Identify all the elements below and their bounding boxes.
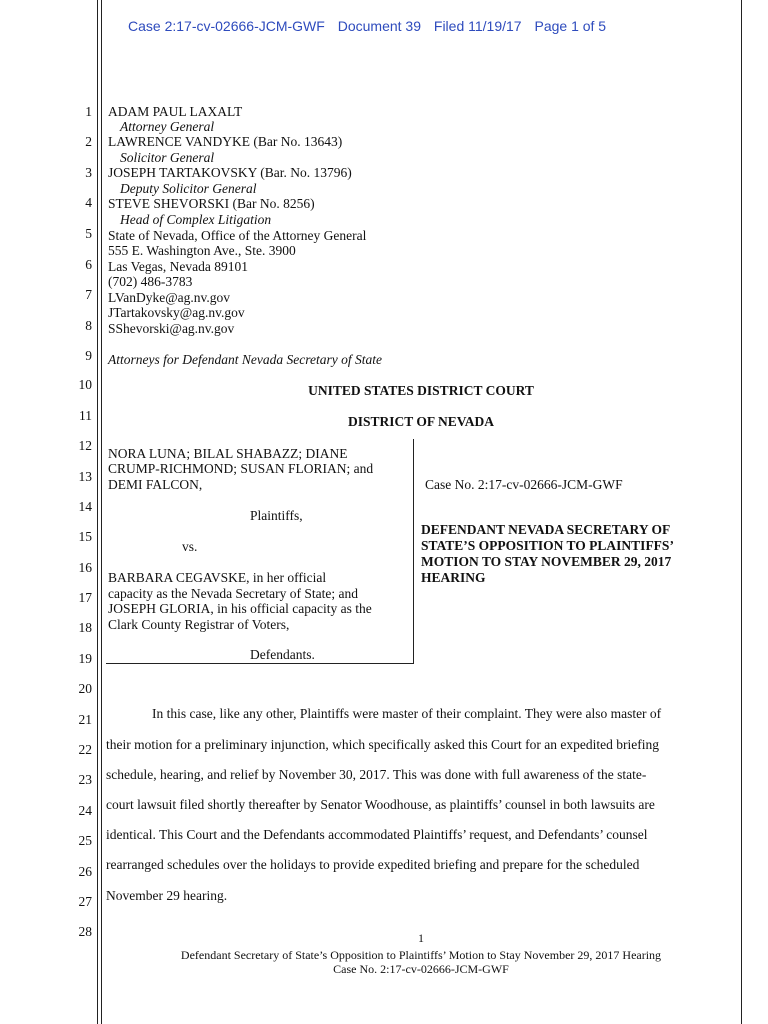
office-phone: (702) 486-3783 xyxy=(108,274,193,289)
line-number: 15 xyxy=(78,529,92,544)
header-page: Page 1 of 5 xyxy=(534,18,607,34)
line-number: 21 xyxy=(78,712,92,727)
counsel-name: JOSEPH TARTAKOVSKY (Bar. No. 13796) xyxy=(108,165,352,180)
counsel-title: Solicitor General xyxy=(120,150,215,165)
footer-title: Defendant Secretary of State’s Opposition to Plaintiffs’ Motion to Stay November 29, 2017 Hearing xyxy=(180,948,662,962)
body-line: their motion for a preliminary injunction, which specifically asked this Court for an expedited briefing xyxy=(106,737,659,752)
line-number: 8 xyxy=(85,318,92,333)
line-number: 10 xyxy=(78,377,92,392)
line-number: 16 xyxy=(78,560,92,575)
line-number: 27 xyxy=(78,894,92,909)
line-number: 6 xyxy=(85,257,92,272)
counsel-email: JTartakovsky@ag.nv.gov xyxy=(108,305,245,320)
line-number: 3 xyxy=(85,165,92,180)
line-number: 1 xyxy=(85,104,92,119)
line-number: 26 xyxy=(78,864,92,879)
counsel-title: Deputy Solicitor General xyxy=(120,181,257,196)
line-number: 19 xyxy=(78,651,92,666)
counsel-name: LAWRENCE VANDYKE (Bar No. 13643) xyxy=(108,134,343,149)
court-district: DISTRICT OF NEVADA xyxy=(347,414,495,429)
header-filed-date: Filed 11/19/17 xyxy=(433,18,522,34)
plaintiffs-names: CRUMP-RICHMOND; SUSAN FLORIAN; and xyxy=(108,461,374,476)
body-line: schedule, hearing, and relief by November 30, 2017. This was done with full awareness of the state- xyxy=(106,767,647,782)
defendants-names: capacity as the Nevada Secretary of State; and xyxy=(108,586,359,601)
line-number: 14 xyxy=(78,499,92,514)
line-number: 9 xyxy=(85,348,92,363)
line-number: 7 xyxy=(85,287,92,302)
footer-case-number: Case No. 2:17-cv-02666-JCM-GWF xyxy=(333,962,509,976)
body-line: November 29 hearing. xyxy=(106,888,228,903)
header-case-number: Case 2:17-cv-02666-JCM-GWF xyxy=(128,18,325,34)
office-name: State of Nevada, Office of the Attorney General xyxy=(108,228,367,243)
document-title-line: STATE’S OPPOSITION TO PLAINTIFFS’ xyxy=(421,538,674,553)
counsel-title: Attorney General xyxy=(120,119,215,134)
document-title-line: MOTION TO STAY NOVEMBER 29, 2017 xyxy=(421,554,672,569)
line-number: 12 xyxy=(78,438,92,453)
attorneys-for: Attorneys for Defendant Nevada Secretary of State xyxy=(108,352,382,367)
line-number: 18 xyxy=(78,620,92,635)
document-title-line: HEARING xyxy=(421,570,486,585)
line-number: 22 xyxy=(78,742,92,757)
line-number: 28 xyxy=(78,924,92,939)
defendants-names: JOSEPH GLORIA, in his official capacity as the xyxy=(108,601,372,616)
defendants-names: Clark County Registrar of Voters, xyxy=(108,617,290,632)
pleading-rule-right xyxy=(741,0,742,1024)
versus: vs. xyxy=(182,539,198,554)
defendants-names: BARBARA CEGAVSKE, in her official xyxy=(108,570,327,585)
counsel-email: LVanDyke@ag.nv.gov xyxy=(108,290,231,305)
line-number: 24 xyxy=(78,803,92,818)
body-line: rearranged schedules over the holidays to provide expedited briefing and prepare for the scheduled xyxy=(106,857,640,872)
document-title xyxy=(421,522,674,586)
plaintiffs-label: Plaintiffs, xyxy=(250,508,303,523)
body-line: In this case, like any other, Plaintiffs were master of their complaint. They were also master of xyxy=(152,706,662,721)
line-number: 13 xyxy=(78,469,92,484)
line-number: 17 xyxy=(78,590,92,605)
caption-divider-horizontal xyxy=(106,663,414,664)
line-number: 23 xyxy=(78,772,92,787)
counsel-title: Head of Complex Litigation xyxy=(120,212,272,227)
line-number: 5 xyxy=(85,226,92,241)
line-number: 4 xyxy=(85,195,92,210)
counsel-name: STEVE SHEVORSKI (Bar No. 8256) xyxy=(108,196,315,211)
filing-header xyxy=(128,18,615,34)
counsel-email: SShevorski@ag.nv.gov xyxy=(108,321,235,336)
court-name: UNITED STATES DISTRICT COURT xyxy=(308,383,534,398)
document-title-line: DEFENDANT NEVADA SECRETARY OF xyxy=(421,522,671,537)
case-number: Case No. 2:17-cv-02666-JCM-GWF xyxy=(425,477,623,492)
plaintiffs-names: DEMI FALCON, xyxy=(108,477,203,492)
pleading-rule-left-outer xyxy=(97,0,98,1024)
line-number: 2 xyxy=(85,134,92,149)
footer-page-number: 1 xyxy=(418,931,424,945)
line-number: 25 xyxy=(78,833,92,848)
header-document: Document 39 xyxy=(337,18,421,34)
pleading-rule-left-inner xyxy=(101,0,102,1024)
caption-divider-vertical xyxy=(413,439,414,664)
defendants-label: Defendants. xyxy=(250,647,315,662)
body-line: court lawsuit filed shortly thereafter by Senator Woodhouse, as plaintiffs’ counsel in both lawsuits are xyxy=(106,797,655,812)
plaintiffs-names: NORA LUNA; BILAL SHABAZZ; DIANE xyxy=(108,446,348,461)
office-address: 555 E. Washington Ave., Ste. 3900 xyxy=(108,243,296,258)
office-city: Las Vegas, Nevada 89101 xyxy=(108,259,248,274)
body-line: identical. This Court and the Defendants accommodated Plaintiffs’ request, and Defendants’ counsel xyxy=(106,827,648,842)
line-number: 20 xyxy=(78,681,92,696)
counsel-name: ADAM PAUL LAXALT xyxy=(108,104,243,119)
line-number: 11 xyxy=(79,408,92,423)
